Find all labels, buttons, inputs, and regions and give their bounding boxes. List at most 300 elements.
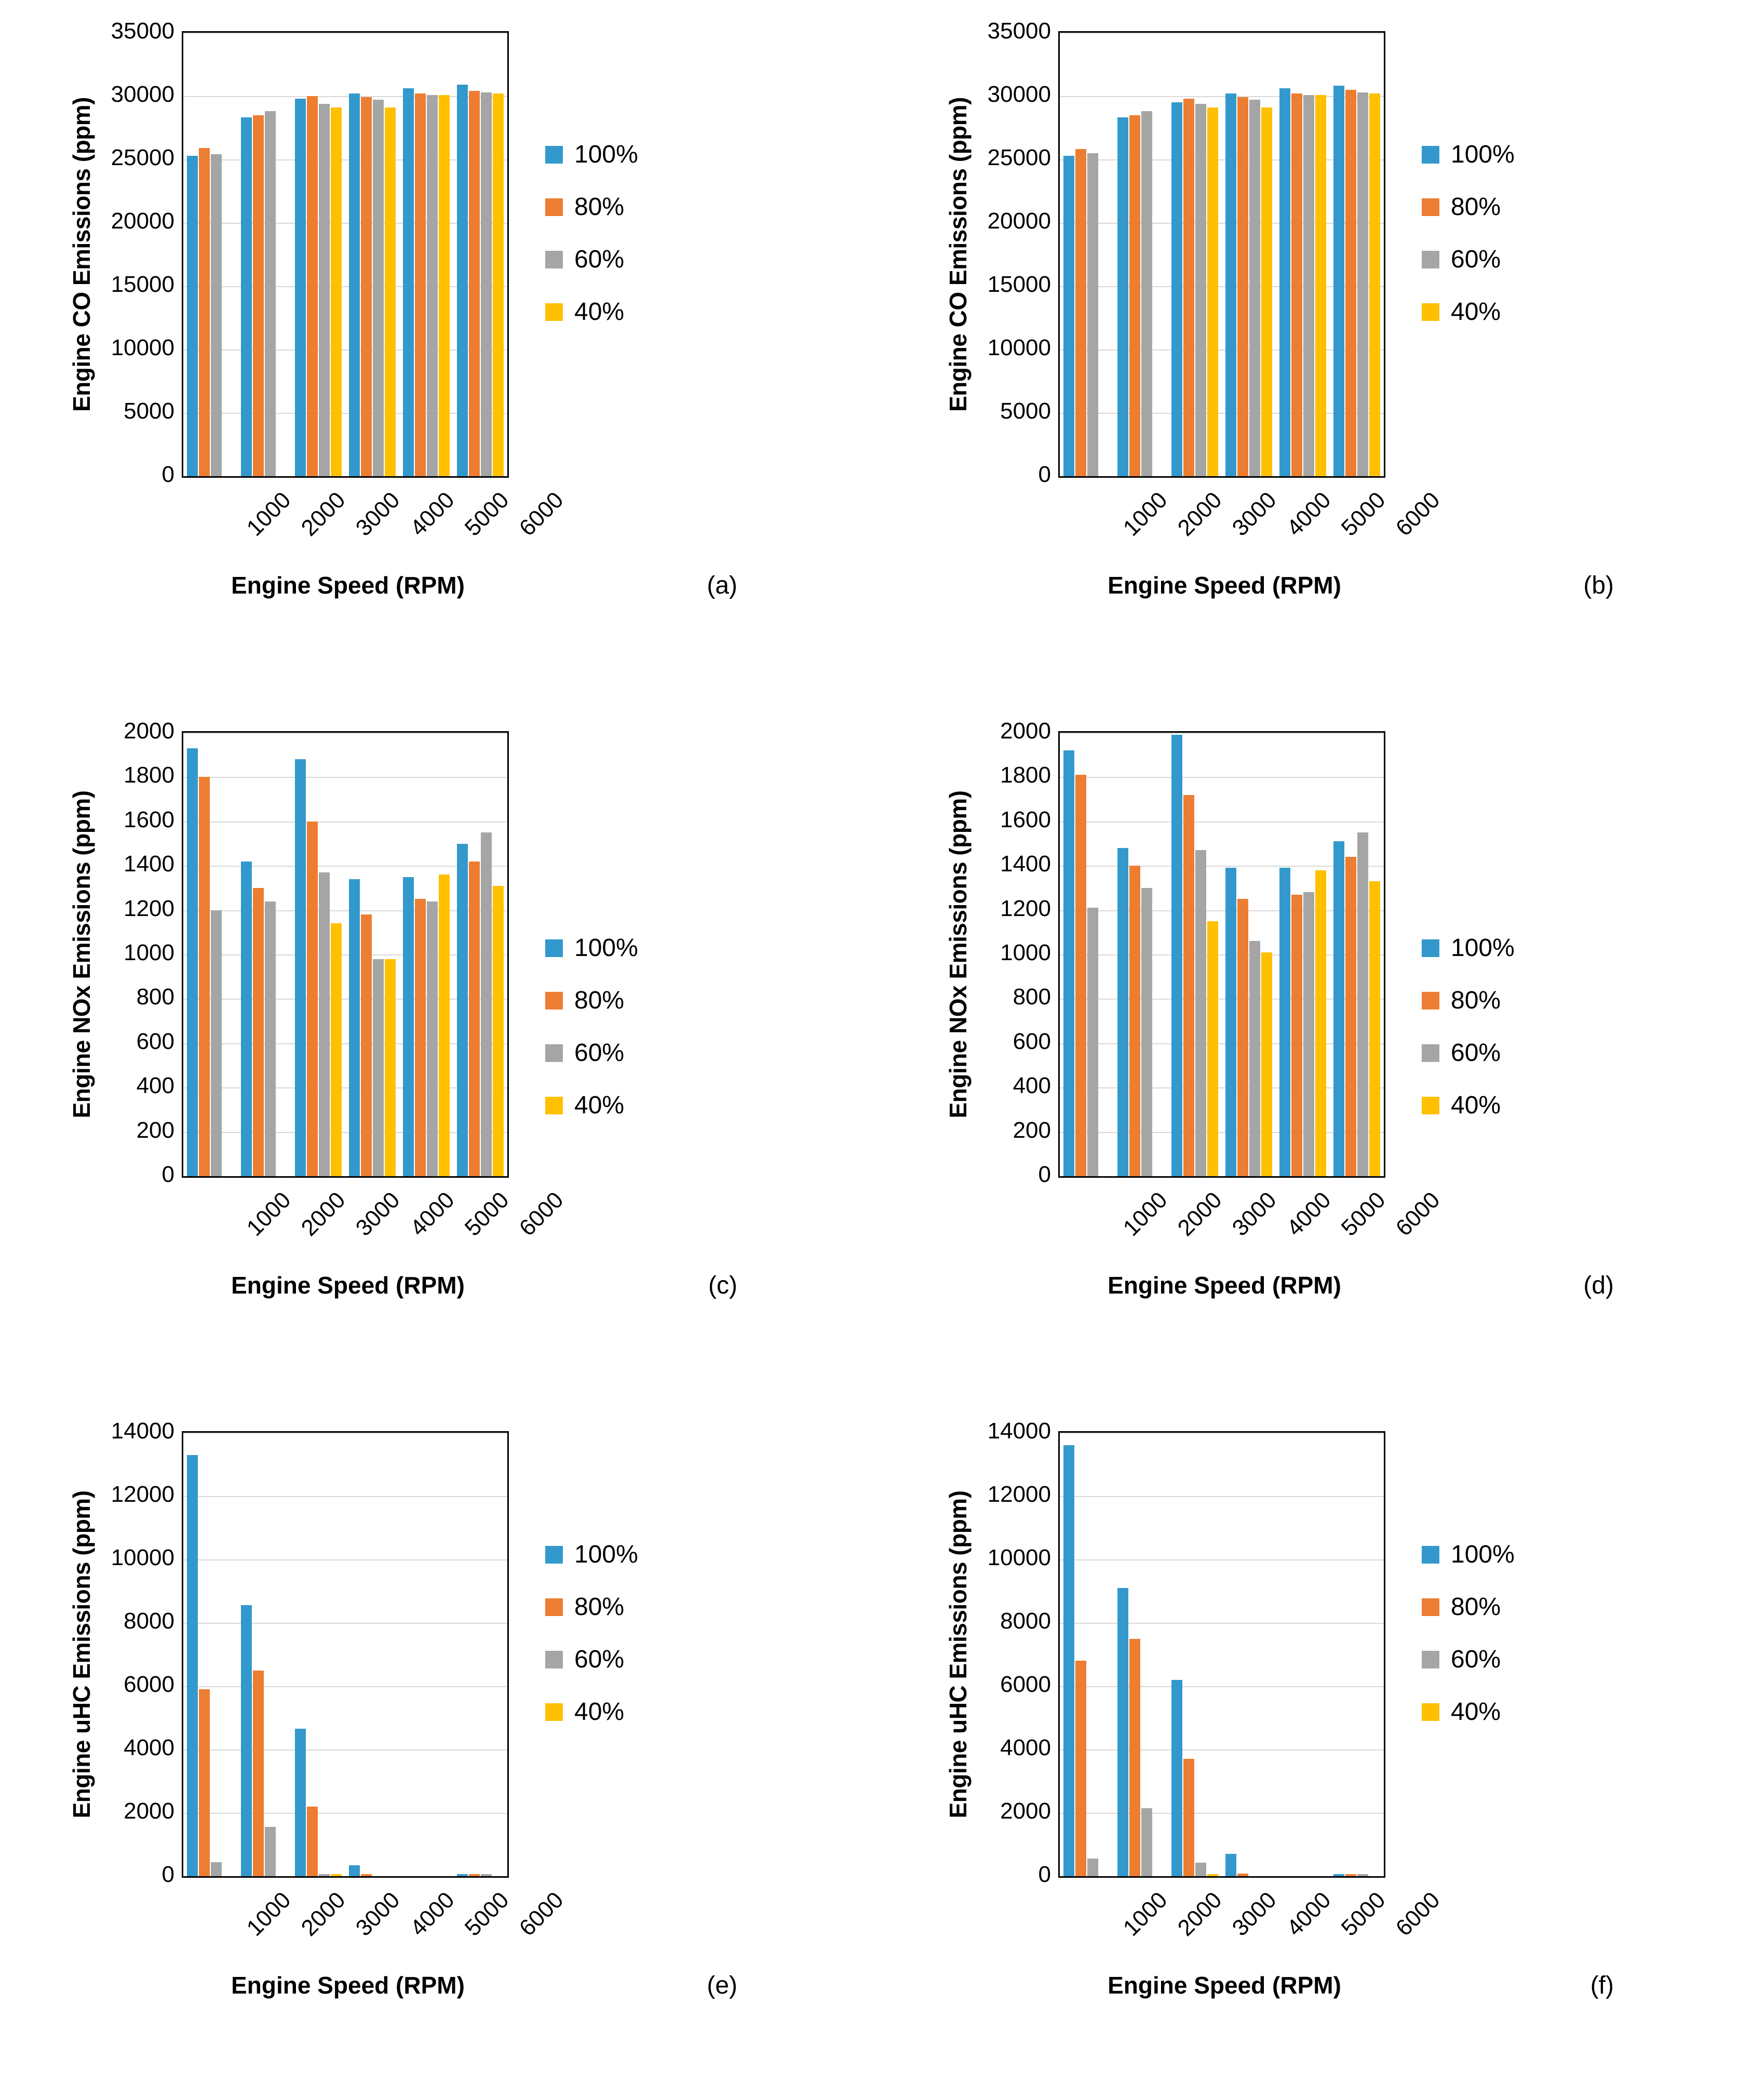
- legend-label: 60%: [574, 1646, 625, 1673]
- legend-item: [545, 140, 638, 169]
- y-axis-label: Engine NOx Emissions (ppm): [68, 790, 95, 1119]
- bar-group: [183, 1433, 237, 1876]
- bar: [1249, 941, 1260, 1176]
- legend-item: [545, 245, 638, 274]
- legend-item: [1422, 298, 1515, 326]
- bar-group: [399, 733, 453, 1176]
- plot-area: [1058, 31, 1385, 478]
- legend-swatch-icon: [1422, 303, 1439, 321]
- plot-area: [182, 731, 509, 1178]
- panel-letter: (c): [708, 1272, 737, 1299]
- legend-label: 100%: [574, 934, 638, 962]
- bar: [403, 877, 414, 1176]
- legend-item: [545, 1039, 638, 1067]
- legend-item: [545, 934, 638, 962]
- bar-group: [345, 33, 399, 476]
- bar: [211, 1862, 222, 1876]
- chart-block: [31, 1418, 852, 2044]
- x-axis-ticks: [182, 479, 569, 562]
- chart-block: [908, 1418, 1728, 2044]
- bar: [1225, 868, 1236, 1176]
- y-tick-label: 200: [136, 1117, 174, 1143]
- bar: [1171, 1680, 1182, 1876]
- plot-wrap: [78, 1418, 846, 2044]
- x-tick-label: 5000: [1336, 1887, 1391, 1941]
- x-tick-label: 4000: [405, 487, 460, 541]
- y-tick-label: 14000: [987, 1418, 1051, 1444]
- bar: [403, 88, 414, 476]
- bar: [1261, 952, 1272, 1176]
- legend-swatch-icon: [545, 1044, 563, 1062]
- x-tick-label: 3000: [350, 487, 405, 541]
- bar-group: [453, 1433, 507, 1876]
- y-tick-label: 0: [161, 1162, 174, 1187]
- chart-block: [31, 718, 852, 1344]
- legend-swatch-icon: [545, 939, 563, 957]
- bar: [439, 874, 450, 1176]
- y-tick-label: 15000: [111, 272, 174, 297]
- plot-wrap: [78, 718, 846, 1344]
- bar-group: [183, 733, 237, 1176]
- legend-item: [1422, 1540, 1515, 1569]
- y-tick-label: 12000: [111, 1482, 174, 1507]
- y-tick-label: 10000: [987, 1545, 1051, 1570]
- legend-swatch-icon: [1422, 1703, 1439, 1721]
- bar: [1249, 100, 1260, 476]
- legend: [545, 1540, 638, 1726]
- bar: [1345, 1874, 1356, 1876]
- y-tick-label: 1200: [1000, 895, 1051, 921]
- bar: [493, 93, 504, 476]
- y-tick-label: 5000: [124, 398, 174, 424]
- bar: [1207, 921, 1218, 1176]
- legend-label: 40%: [1451, 1698, 1501, 1726]
- y-tick-label: 10000: [111, 335, 174, 360]
- bar: [1183, 99, 1194, 476]
- bar: [1063, 750, 1074, 1176]
- legend-label: 80%: [1451, 987, 1501, 1014]
- bar-group: [1168, 1433, 1222, 1876]
- bar: [199, 777, 210, 1176]
- bar: [1207, 107, 1218, 476]
- bar-group: [237, 33, 291, 476]
- bar: [1087, 153, 1098, 476]
- y-tick-label: 0: [1038, 1162, 1051, 1187]
- panel-letter: (e): [707, 1972, 737, 1999]
- bar: [1207, 1874, 1218, 1876]
- bar: [427, 95, 438, 476]
- bar: [307, 822, 318, 1176]
- bar: [373, 959, 384, 1176]
- x-tick-label: 6000: [1391, 1887, 1445, 1941]
- x-tick-label: 1000: [241, 487, 296, 541]
- x-tick-label: 6000: [514, 1887, 569, 1941]
- bar-groups: [1060, 733, 1384, 1176]
- y-tick-label: 600: [1013, 1028, 1051, 1054]
- bar: [1063, 1445, 1074, 1876]
- y-tick-label: 1200: [124, 895, 174, 921]
- legend-swatch-icon: [545, 251, 563, 268]
- y-tick-label: 1600: [124, 806, 174, 832]
- x-tick-label: 2000: [1172, 487, 1227, 541]
- y-tick-label: 10000: [987, 335, 1051, 360]
- plot-wrap: [954, 18, 1723, 644]
- x-tick-label: 3000: [350, 1187, 405, 1241]
- y-axis-label: Engine CO Emissions (ppm): [945, 97, 972, 412]
- y-tick-label: 1800: [1000, 762, 1051, 788]
- y-tick-label: 25000: [987, 145, 1051, 170]
- bar-group: [1060, 733, 1114, 1176]
- bar: [319, 872, 330, 1176]
- legend-item: [545, 298, 638, 326]
- y-tick-label: 1000: [124, 940, 174, 965]
- bar: [187, 748, 198, 1176]
- bar: [199, 1689, 210, 1876]
- x-tick-label: 3000: [1227, 487, 1282, 541]
- plot-area: [182, 1431, 509, 1878]
- x-tick-label: 5000: [1336, 1187, 1391, 1241]
- x-tick-label: 1000: [1118, 487, 1172, 541]
- y-tick-label: 1800: [124, 762, 174, 788]
- bar-group: [237, 1433, 291, 1876]
- legend-item: [545, 1698, 638, 1726]
- bar: [1345, 90, 1356, 476]
- legend-item: [1422, 1091, 1515, 1120]
- bar-group: [1168, 733, 1222, 1176]
- bar-group: [1276, 733, 1330, 1176]
- bar: [349, 879, 360, 1176]
- legend-item: [1422, 1645, 1515, 1674]
- bar: [1225, 1854, 1236, 1876]
- bar: [1171, 735, 1182, 1176]
- bar: [1291, 895, 1302, 1176]
- y-tick-label: 0: [1038, 462, 1051, 487]
- bar: [481, 92, 492, 476]
- bar: [427, 901, 438, 1176]
- bar-groups: [1060, 1433, 1384, 1876]
- y-tick-label: 12000: [987, 1482, 1051, 1507]
- legend-label: 80%: [1451, 1593, 1501, 1621]
- x-tick-label: 3000: [1227, 1887, 1282, 1941]
- bar-group: [1222, 33, 1276, 476]
- x-tick-label: 2000: [296, 1887, 350, 1941]
- bar: [1087, 1859, 1098, 1876]
- bar: [373, 100, 384, 476]
- bar: [1141, 111, 1152, 476]
- legend-swatch-icon: [545, 146, 563, 164]
- y-tick-label: 20000: [987, 208, 1051, 234]
- bar: [1279, 868, 1290, 1176]
- bar: [265, 901, 276, 1176]
- bar: [211, 154, 222, 476]
- y-tick-label: 400: [1013, 1073, 1051, 1099]
- bar: [361, 97, 372, 476]
- bar: [265, 1827, 276, 1876]
- bar: [457, 85, 468, 476]
- bar: [469, 91, 480, 476]
- legend-item: [1422, 140, 1515, 169]
- bar: [1075, 149, 1086, 476]
- bar-group: [1276, 33, 1330, 476]
- bar: [469, 861, 480, 1176]
- legend-swatch-icon: [545, 992, 563, 1009]
- bar-group: [345, 733, 399, 1176]
- bar-group: [399, 33, 453, 476]
- legend-label: 40%: [574, 1698, 625, 1726]
- x-tick-label: 1000: [241, 1187, 296, 1241]
- bar: [319, 1874, 330, 1876]
- y-axis-ticks: [78, 718, 182, 1187]
- y-tick-label: 5000: [1000, 398, 1051, 424]
- bar: [1117, 1588, 1128, 1876]
- x-tick-label: 2000: [296, 487, 350, 541]
- bar: [253, 888, 264, 1176]
- bar: [493, 886, 504, 1176]
- bar: [253, 1671, 264, 1877]
- legend-label: 80%: [1451, 193, 1501, 221]
- x-tick-label: 1000: [241, 1887, 296, 1941]
- legend-item: [545, 1593, 638, 1621]
- x-tick-label: 3000: [350, 1887, 405, 1941]
- plot-wrap: [954, 1418, 1723, 2044]
- y-tick-label: 1600: [1000, 806, 1051, 832]
- y-tick-label: 600: [136, 1028, 174, 1054]
- x-tick-label: 4000: [1282, 1887, 1336, 1941]
- bar: [265, 111, 276, 476]
- plot-wrap: [954, 718, 1723, 1344]
- bar: [187, 1455, 198, 1876]
- legend-label: 100%: [1451, 141, 1515, 168]
- legend-swatch-icon: [1422, 1651, 1439, 1668]
- y-axis-label: Engine NOx Emissions (ppm): [945, 790, 972, 1119]
- x-tick-label: 4000: [1282, 1187, 1336, 1241]
- x-tick-label: 2000: [1172, 1187, 1227, 1241]
- legend-item: [545, 986, 638, 1015]
- y-tick-label: 800: [1013, 984, 1051, 1010]
- bar: [1117, 117, 1128, 476]
- bar: [1195, 1863, 1206, 1876]
- bar: [1141, 1808, 1152, 1876]
- plot-area: [182, 31, 509, 478]
- y-axis-ticks: [954, 18, 1058, 487]
- y-tick-label: 400: [136, 1073, 174, 1099]
- x-axis-label: Engine Speed (RPM): [231, 572, 465, 599]
- x-tick-label: 6000: [514, 1187, 569, 1241]
- x-tick-label: 3000: [1227, 1187, 1282, 1241]
- x-tick-label: 5000: [1336, 487, 1391, 541]
- bar: [331, 107, 342, 476]
- bar: [1237, 899, 1248, 1176]
- bar: [307, 96, 318, 476]
- bar: [331, 1874, 342, 1876]
- legend-item: [545, 193, 638, 221]
- bar-group: [291, 33, 345, 476]
- legend: [1422, 140, 1515, 326]
- bar-group: [1060, 33, 1114, 476]
- bar: [1063, 156, 1074, 476]
- x-tick-label: 5000: [460, 1887, 514, 1941]
- bar-group: [345, 1433, 399, 1876]
- y-tick-label: 0: [161, 462, 174, 487]
- x-axis-ticks: [1058, 479, 1445, 562]
- x-tick-label: 2000: [296, 1187, 350, 1241]
- legend-swatch-icon: [545, 1546, 563, 1564]
- bar-group: [1114, 1433, 1168, 1876]
- bar: [1369, 93, 1380, 476]
- bar-group: [1330, 33, 1384, 476]
- legend-label: 100%: [1451, 1541, 1515, 1568]
- legend-item: [1422, 934, 1515, 962]
- legend-label: 40%: [1451, 1092, 1501, 1119]
- chart-panel-e: [0, 1400, 876, 2100]
- legend-label: 100%: [574, 141, 638, 168]
- bar-group: [1168, 33, 1222, 476]
- y-axis-ticks: [78, 1418, 182, 1887]
- y-tick-label: 0: [161, 1862, 174, 1887]
- legend-swatch-icon: [545, 1097, 563, 1114]
- chart-block: [31, 18, 852, 644]
- bar: [1075, 1661, 1086, 1876]
- legend-item: [545, 1645, 638, 1674]
- x-tick-label: 6000: [514, 487, 569, 541]
- bar: [187, 156, 198, 476]
- bar: [1237, 97, 1248, 476]
- bar: [361, 1874, 372, 1876]
- bar: [349, 1865, 360, 1876]
- legend-label: 100%: [1451, 934, 1515, 962]
- plot-area: [1058, 731, 1385, 1178]
- chart-panel-d: [876, 700, 1753, 1400]
- x-axis-ticks: [182, 1179, 569, 1262]
- bar: [1117, 848, 1128, 1176]
- x-axis-label: Engine Speed (RPM): [231, 1972, 465, 1999]
- bar-group: [1276, 1433, 1330, 1876]
- y-tick-label: 35000: [987, 18, 1051, 44]
- legend-label: 60%: [1451, 246, 1501, 273]
- bar-group: [453, 733, 507, 1176]
- y-tick-label: 15000: [987, 272, 1051, 297]
- bar: [1183, 1759, 1194, 1876]
- bar: [1075, 775, 1086, 1176]
- bar: [1237, 1874, 1248, 1876]
- chart-block: [908, 718, 1728, 1344]
- y-axis-label: Engine uHC Emissions (ppm): [945, 1490, 972, 1819]
- bar: [385, 107, 396, 476]
- plot-area: [1058, 1431, 1385, 1878]
- x-axis-label: Engine Speed (RPM): [231, 1272, 465, 1299]
- bar: [1225, 93, 1236, 476]
- legend-label: 60%: [1451, 1039, 1501, 1067]
- y-tick-label: 6000: [1000, 1672, 1051, 1697]
- bar: [361, 914, 372, 1176]
- bar: [439, 95, 450, 476]
- bar: [1129, 115, 1140, 476]
- chart-panel-b: [876, 0, 1753, 700]
- legend-label: 80%: [574, 1593, 625, 1621]
- legend: [1422, 934, 1515, 1120]
- y-tick-label: 1000: [1000, 940, 1051, 965]
- bar: [307, 1807, 318, 1876]
- bar: [457, 1874, 468, 1876]
- bar-groups: [1060, 33, 1384, 476]
- legend-swatch-icon: [1422, 1598, 1439, 1616]
- y-tick-label: 14000: [111, 1418, 174, 1444]
- bar: [295, 1729, 306, 1876]
- y-tick-label: 8000: [1000, 1608, 1051, 1634]
- bar-group: [1330, 733, 1384, 1176]
- legend-swatch-icon: [1422, 146, 1439, 164]
- bar: [1171, 102, 1182, 476]
- bar-group: [291, 1433, 345, 1876]
- bar-groups: [183, 733, 507, 1176]
- bar: [1357, 92, 1368, 476]
- chart-panel-f: [876, 1400, 1753, 2100]
- legend-swatch-icon: [1422, 251, 1439, 268]
- x-axis-label: Engine Speed (RPM): [1108, 1272, 1341, 1299]
- legend-swatch-icon: [1422, 939, 1439, 957]
- y-tick-label: 1400: [1000, 851, 1051, 877]
- bar: [1315, 95, 1326, 476]
- legend-item: [1422, 245, 1515, 274]
- bar: [1129, 1639, 1140, 1877]
- legend-label: 60%: [574, 246, 625, 273]
- y-tick-label: 4000: [124, 1735, 174, 1760]
- bar-groups: [183, 33, 507, 476]
- legend: [545, 934, 638, 1120]
- x-tick-label: 6000: [1391, 487, 1445, 541]
- y-tick-label: 8000: [124, 1608, 174, 1634]
- bar: [241, 861, 252, 1176]
- legend-label: 80%: [574, 193, 625, 221]
- legend-label: 60%: [1451, 1646, 1501, 1673]
- bar: [1345, 857, 1356, 1176]
- legend-label: 40%: [574, 298, 625, 326]
- bar-group: [1114, 33, 1168, 476]
- bar: [1141, 888, 1152, 1176]
- bar-group: [291, 733, 345, 1176]
- x-tick-label: 4000: [405, 1887, 460, 1941]
- bar: [295, 99, 306, 476]
- legend-item: [545, 1091, 638, 1120]
- bar: [469, 1874, 480, 1876]
- legend-swatch-icon: [1422, 992, 1439, 1009]
- legend-swatch-icon: [1422, 198, 1439, 216]
- bar: [1333, 86, 1344, 476]
- bar: [1303, 95, 1314, 476]
- legend-swatch-icon: [545, 1703, 563, 1721]
- panel-letter: (d): [1583, 1272, 1614, 1299]
- bar: [331, 923, 342, 1176]
- bar: [481, 1874, 492, 1876]
- bar: [1261, 107, 1272, 476]
- y-tick-label: 20000: [111, 208, 174, 234]
- y-tick-label: 25000: [111, 145, 174, 170]
- legend-label: 100%: [574, 1541, 638, 1568]
- x-tick-label: 6000: [1391, 1187, 1445, 1241]
- bar: [1303, 892, 1314, 1176]
- y-tick-label: 2000: [124, 1798, 174, 1824]
- bar-group: [1222, 733, 1276, 1176]
- y-tick-label: 6000: [124, 1672, 174, 1697]
- bar: [481, 832, 492, 1176]
- bar: [241, 117, 252, 476]
- y-tick-label: 30000: [987, 82, 1051, 107]
- y-tick-label: 2000: [1000, 1798, 1051, 1824]
- bar-group: [183, 33, 237, 476]
- x-tick-label: 2000: [1172, 1887, 1227, 1941]
- y-tick-label: 30000: [111, 82, 174, 107]
- bar-group: [399, 1433, 453, 1876]
